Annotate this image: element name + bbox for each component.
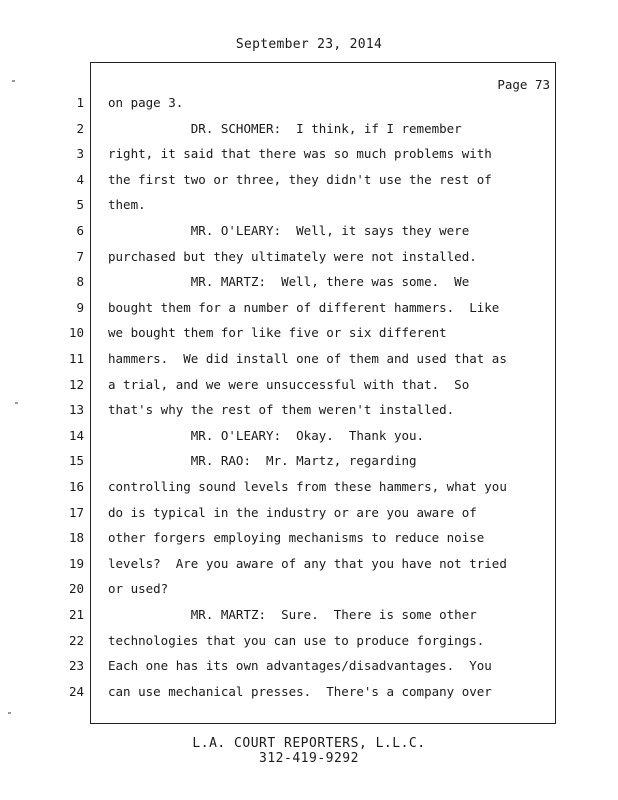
line-number: 3: [76, 146, 84, 162]
court-reporter-name: L.A. COURT REPORTERS, L.L.C.: [192, 736, 426, 751]
line-number: 2: [76, 120, 84, 136]
transcript-line: [0, 223, 618, 249]
line-text: we bought them for like five or six different: [108, 325, 447, 341]
line-text: levels? Are you aware of any that you have not tried: [108, 555, 507, 571]
line-number: 22: [68, 632, 84, 648]
transcript-line: [0, 530, 618, 556]
line-text: MR. O'LEARY: Well, it says they were: [108, 223, 470, 238]
line-number: 20: [68, 581, 84, 597]
transcript-line: [0, 505, 618, 531]
line-text: right, it said that there was so much problems with: [108, 146, 492, 162]
transcript-line: [0, 172, 618, 198]
line-text: MR. MARTZ: Sure. There is some other: [108, 607, 477, 622]
line-text: MR. RAO: Mr. Martz, regarding: [108, 453, 417, 469]
line-number: 23: [68, 658, 84, 674]
transcript-line: [0, 197, 618, 223]
line-number: 10: [68, 325, 84, 341]
page-number: Page 73: [497, 77, 550, 92]
line-text: on page 3.: [108, 95, 184, 110]
transcript-line: [0, 121, 618, 147]
line-number: 14: [68, 427, 84, 443]
line-number: 6: [76, 223, 84, 238]
transcript-line: [0, 658, 618, 684]
transcript-line: [0, 95, 618, 121]
line-text: purchased but they ultimately were not installed.: [108, 248, 477, 264]
line-text: controlling sound levels from these hammers, what you: [108, 479, 507, 494]
line-number: 11: [68, 351, 84, 366]
transcript-line: [0, 453, 618, 479]
line-text: a trial, and we were unsuccessful with that. So: [108, 376, 470, 392]
line-text: MR. MARTZ: Well, there was some. We: [108, 274, 470, 290]
line-text: other forgers employing mechanisms to reduce noise: [108, 530, 485, 546]
transcript-line: [0, 428, 618, 454]
line-text: the first two or three, they didn't use the rest of: [108, 171, 492, 187]
transcript-line: [0, 556, 618, 582]
line-number: 7: [76, 248, 84, 264]
scan-artifact: [15, 402, 18, 404]
line-number: 17: [68, 504, 84, 520]
line-number: 18: [68, 530, 84, 546]
transcript-line: [0, 377, 618, 403]
line-number: 8: [76, 274, 84, 290]
transcript-line: [0, 581, 618, 607]
line-text: them.: [108, 197, 146, 213]
line-number: 24: [68, 683, 84, 699]
line-text: Each one has its own advantages/disadvantages. You: [108, 658, 492, 674]
line-number: 19: [68, 555, 84, 571]
transcript-line: [0, 633, 618, 659]
line-text: hammers. We did install one of them and used that as: [108, 351, 507, 366]
transcript-line: [0, 684, 618, 710]
line-text: bought them for a number of different hammers. Like: [108, 299, 500, 315]
scan-artifact: [12, 80, 15, 82]
transcript-line: [0, 325, 618, 351]
transcript-line: [0, 249, 618, 275]
line-number: 5: [76, 197, 84, 213]
transcript-line: [0, 300, 618, 326]
transcript-line: [0, 274, 618, 300]
line-number: 1: [76, 95, 84, 110]
scan-artifact: [8, 712, 11, 714]
court-reporter-phone: 312-419-9292: [259, 751, 359, 766]
line-number: 9: [76, 299, 84, 315]
transcript-line: [0, 479, 618, 505]
line-text: MR. O'LEARY: Okay. Thank you.: [108, 427, 425, 443]
transcript-line: [0, 402, 618, 428]
line-number: 15: [68, 453, 84, 469]
line-number: 21: [68, 607, 84, 622]
line-text: can use mechanical presses. There's a company over: [108, 683, 492, 699]
line-text: technologies that you can use to produce forgings.: [108, 632, 485, 648]
line-text: DR. SCHOMER: I think, if I remember: [108, 120, 462, 136]
line-number: 12: [68, 376, 84, 392]
line-number: 16: [68, 479, 84, 494]
line-text: or used?: [108, 581, 169, 597]
transcript-line: [0, 351, 618, 377]
transcript-date: September 23, 2014: [235, 37, 383, 52]
transcript-line: [0, 146, 618, 172]
line-number: 4: [76, 171, 84, 187]
line-text: do is typical in the industry or are you aware of: [108, 504, 477, 520]
line-text: that's why the rest of them weren't installed.: [108, 402, 455, 418]
transcript-line: [0, 607, 618, 633]
line-number: 13: [68, 402, 84, 418]
